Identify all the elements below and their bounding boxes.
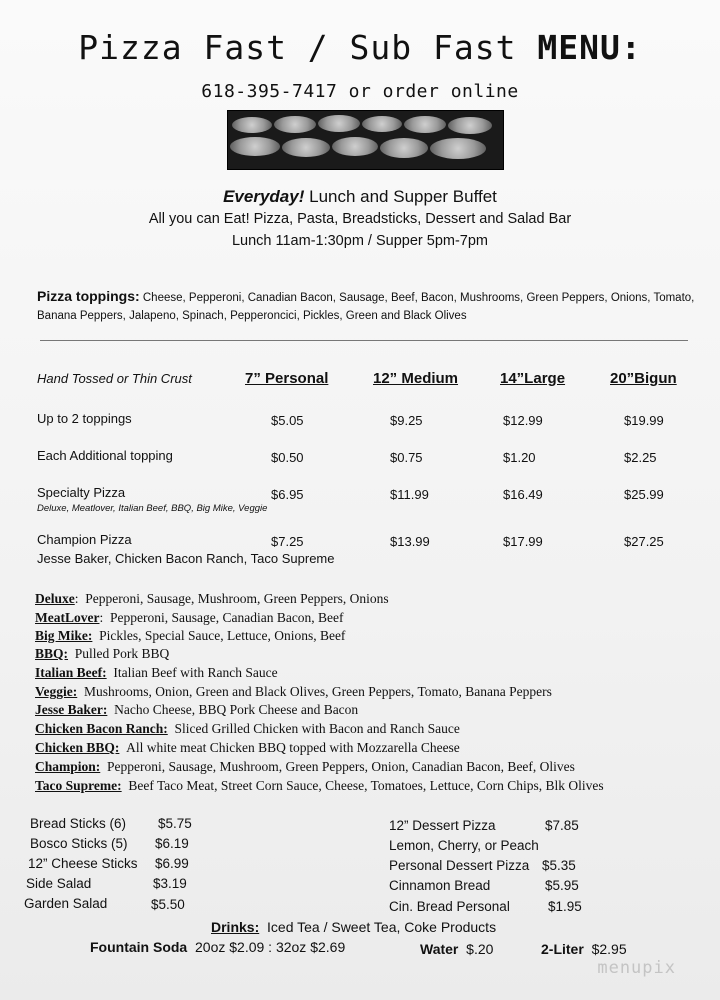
buffet-description: All you can Eat! Pizza, Pasta, Breadsticks, Dessert and Salad Bar [148, 211, 572, 227]
specialty-sep: : [74, 591, 79, 606]
specialty-desc: Pepperoni, Sausage, Mushroom, Green Peppers, Onions [85, 591, 389, 606]
title-menu: MENU: [537, 28, 642, 67]
toppings-list: Cheese, Pepperoni, Canadian Bacon, Sausage, Beef, Bacon, Mushrooms, Green Peppers, Onions, Tomato, Banana Peppers, Jalapeno, Spinach, Pepperoncici, Pickles, Green and Black Olives [37, 292, 695, 322]
price-cell: $27.25 [624, 534, 664, 549]
side-item-price: $6.19 [155, 836, 189, 851]
price-cell: $0.50 [271, 450, 304, 465]
specialty-deluxe [35, 591, 389, 607]
price-cell: $0.75 [390, 450, 423, 465]
two-liter-price: $2.95 [591, 941, 627, 957]
dessert-item-name: Cin. Bread Personal [389, 899, 510, 914]
price-row-label: Specialty Pizza [37, 485, 126, 500]
specialty-desc: Beef Taco Meat, Street Corn Sauce, Cheese, Tomatoes, Lettuce, Corn Chips, Blk Olives [128, 778, 604, 793]
specialty-desc: Pepperoni, Sausage, Mushroom, Green Peppers, Onion, Canadian Bacon, Beef, Olives [107, 759, 575, 774]
specialty-chicken-bbq [35, 740, 460, 756]
price-cell: $11.99 [390, 487, 429, 502]
price-cell: $7.25 [271, 534, 304, 549]
side-item-price: $5.75 [158, 816, 192, 831]
specialty-big-mike [35, 628, 345, 644]
specialty-name: Big Mike: [35, 628, 93, 643]
specialty-name: Deluxe [35, 591, 75, 606]
buffet-title: Lunch and Supper Buffet [309, 187, 497, 206]
specialty-name: Italian Beef: [35, 665, 107, 680]
specialty-italian-beef [35, 665, 278, 681]
dessert-item-price: $1.95 [548, 899, 582, 914]
price-row-sublabel: Deluxe, Meatlover, Italian Beef, BBQ, Big Mike, Veggie [37, 503, 268, 514]
specialty-desc: Pickles, Special Sauce, Lettuce, Onions, Beef [99, 628, 346, 643]
price-cell: $6.95 [271, 487, 304, 502]
buffet-headline [0, 187, 720, 207]
specialty-name: Jesse Baker: [35, 702, 108, 717]
fountain-label: Fountain Soda [90, 939, 188, 955]
price-cell: $13.99 [390, 534, 430, 549]
specialty-name: Veggie: [35, 684, 78, 699]
side-item-name: Garden Salad [24, 896, 108, 911]
specialty-bbq [35, 646, 169, 662]
specialty-name: Chicken BBQ: [35, 740, 120, 755]
dessert-item-name: Personal Dessert Pizza [389, 858, 530, 873]
specialty-desc: Pulled Pork BBQ [74, 646, 170, 661]
dessert-item-name: 12” Dessert Pizza [389, 818, 496, 833]
buffet-everyday: Everyday! [223, 187, 305, 206]
side-item-name: Bosco Sticks (5) [30, 836, 128, 851]
size-header-large: 14”Large [500, 370, 566, 387]
side-item-name: 12” Cheese Sticks [28, 856, 138, 871]
specialty-chicken-bacon-ranch [35, 721, 460, 737]
drinks-line [211, 919, 496, 935]
water-item [420, 941, 493, 957]
dessert-item-price: $5.95 [545, 878, 579, 893]
drinks-list: Iced Tea / Sweet Tea, Coke Products [267, 919, 497, 935]
specialty-sep: : [99, 610, 104, 625]
size-header-medium: 12” Medium [373, 370, 459, 387]
price-cell: $5.05 [271, 413, 304, 428]
specialty-desc: Nacho Cheese, BBQ Pork Cheese and Bacon [114, 702, 359, 717]
dessert-item-price: $5.35 [542, 858, 576, 873]
price-row-label: Each Additional topping [37, 448, 173, 463]
toppings-section [37, 287, 697, 325]
price-row-label: Up to 2 toppings [37, 411, 132, 426]
price-cell: $12.99 [503, 413, 543, 428]
two-liter-item [541, 941, 627, 957]
size-header-bigun: 20”Bigun [610, 370, 677, 387]
price-cell: $25.99 [624, 487, 664, 502]
buffet-hours: Lunch 11am-1:30pm / Supper 5pm-7pm [231, 233, 489, 249]
dessert-item-name: Lemon, Cherry, or Peach [389, 838, 539, 853]
price-cell: $17.99 [503, 534, 543, 549]
specialty-name: BBQ: [35, 646, 69, 661]
side-item-price: $5.50 [151, 897, 185, 912]
menu-title [0, 28, 720, 67]
dessert-item-name: Cinnamon Bread [389, 878, 491, 893]
specialty-jesse-baker [35, 702, 358, 718]
dessert-item-price: $7.85 [545, 818, 579, 833]
side-item-price: $6.99 [155, 856, 189, 871]
drinks-label: Drinks: [211, 919, 260, 935]
side-item-name: Side Salad [26, 876, 92, 891]
specialty-meatlover [35, 610, 344, 626]
specialty-desc: Pepperoni, Sausage, Canadian Bacon, Beef [109, 610, 344, 625]
price-row-label: Champion Pizza [37, 532, 132, 547]
section-divider [40, 340, 688, 341]
price-cell: $9.25 [390, 413, 423, 428]
specialty-taco-supreme [35, 778, 604, 794]
toppings-label: Pizza toppings: [37, 288, 140, 304]
water-price: $.20 [466, 941, 494, 957]
side-item-price: $3.19 [153, 876, 187, 891]
price-cell: $2.25 [624, 450, 657, 465]
title-main: Pizza Fast / Sub Fast [78, 28, 517, 67]
specialty-name: Champion: [35, 759, 101, 774]
specialty-name: Taco Supreme: [35, 778, 122, 793]
fountain-prices: 20oz $2.09 : 32oz $2.69 [195, 939, 346, 955]
two-liter-label: 2-Liter [541, 941, 584, 957]
fountain-soda [90, 939, 345, 955]
side-item-name: Bread Sticks (6) [30, 816, 127, 831]
price-cell: $1.20 [503, 450, 536, 465]
pizza-photo-banner [227, 110, 504, 170]
price-cell: $16.49 [503, 487, 543, 502]
specialty-veggie [35, 684, 552, 700]
specialty-champion [35, 759, 575, 775]
specialty-name: MeatLover [35, 610, 100, 625]
specialty-desc: Mushrooms, Onion, Green and Black Olives, Green Peppers, Tomato, Banana Peppers [84, 684, 552, 699]
specialty-name: Chicken Bacon Ranch: [35, 721, 168, 736]
specialty-desc: All white meat Chicken BBQ topped with Mozzarella Cheese [126, 740, 460, 755]
price-cell: $19.99 [624, 413, 664, 428]
size-header-personal: 7” Personal [245, 370, 329, 387]
crust-label: Hand Tossed or Thin Crust [37, 371, 192, 386]
specialty-desc: Sliced Grilled Chicken with Bacon and Ranch Sauce [174, 721, 460, 736]
phone-line: 618-395-7417 or order online [201, 81, 519, 102]
specialty-desc: Italian Beef with Ranch Sauce [113, 665, 278, 680]
menupix-watermark: menupix [597, 958, 676, 978]
price-row-sublabel: Jesse Baker, Chicken Bacon Ranch, Taco Supreme [37, 551, 335, 566]
water-label: Water [420, 941, 459, 957]
